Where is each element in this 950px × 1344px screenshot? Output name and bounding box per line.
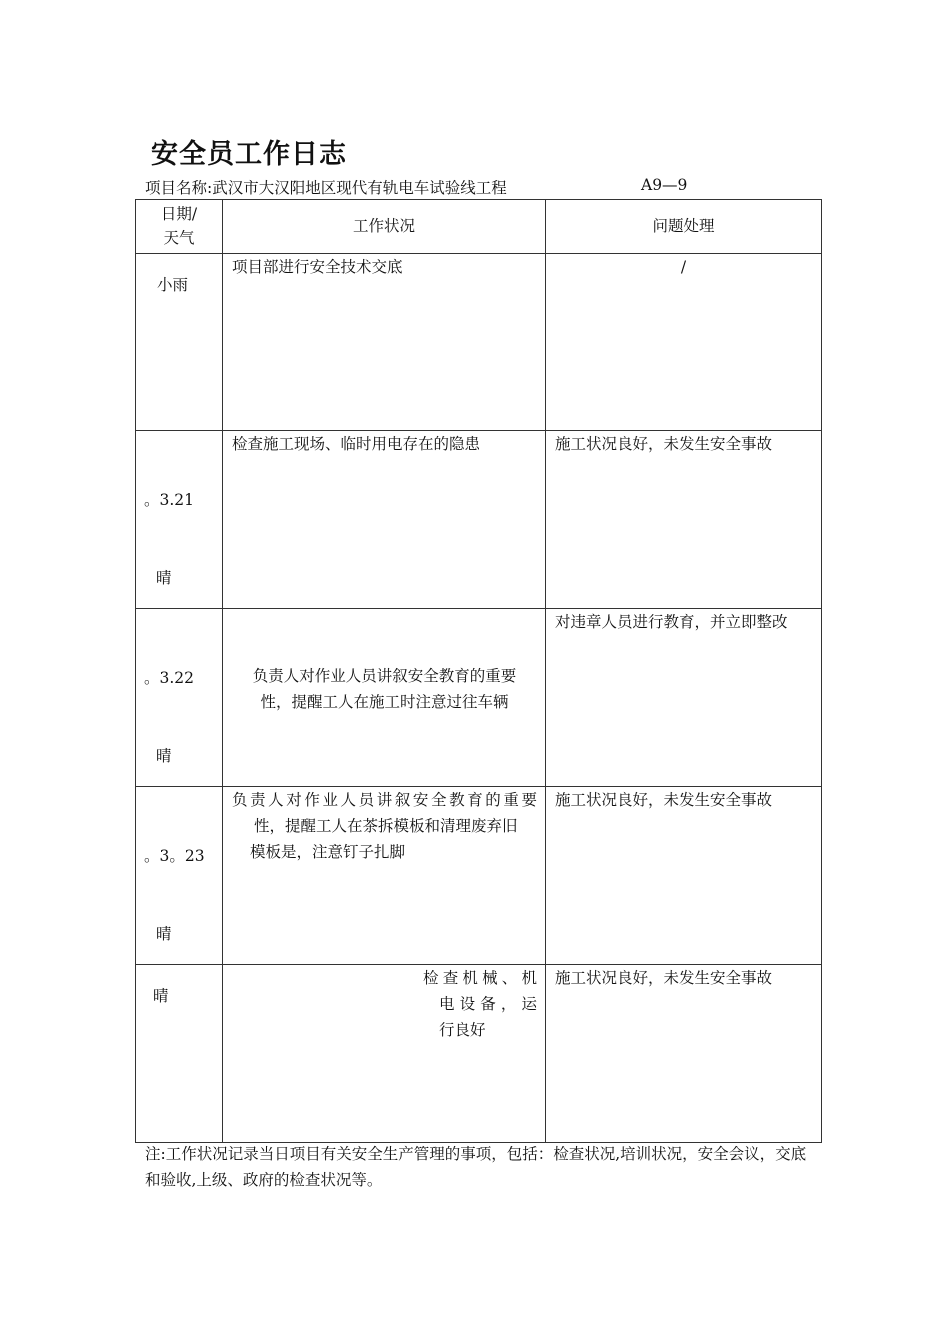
weather-text: 晴	[156, 747, 172, 765]
table-header-row	[136, 200, 822, 254]
table-row	[136, 787, 822, 965]
work-text: 检查施工现场、临时用电存在的隐患	[232, 435, 481, 453]
issue-cell	[546, 609, 822, 787]
header-work-status-label: 工作状况	[352, 217, 415, 235]
weather-text: 晴	[153, 987, 169, 1005]
date-text: 。3.22	[144, 669, 195, 687]
work-text-line: 模板是，注意钉子扎脚	[250, 843, 406, 861]
work-cell	[223, 965, 546, 1143]
header-weather-label: 天气	[163, 229, 195, 247]
issue-cell	[546, 787, 822, 965]
issue-text: 对违章人员进行教育，并立即整改	[555, 613, 788, 631]
document-title: 安全员工作日志	[151, 139, 347, 170]
table-row	[136, 965, 822, 1143]
document-code: A9—9	[641, 176, 688, 194]
work-text: 项目部进行安全技术交底	[232, 258, 403, 276]
date-cell	[136, 965, 223, 1143]
weather-text: 晴	[156, 569, 172, 587]
weather-text: 小雨	[157, 276, 189, 294]
date-text: 。3.21	[144, 491, 195, 509]
header-issue-handling	[546, 200, 822, 254]
date-cell	[136, 431, 223, 609]
date-text: 。3。23	[144, 847, 205, 865]
work-text-line: 性，提醒工人在施工时注意过往车辆	[260, 693, 509, 711]
work-text-line: 检查机械、机	[423, 969, 537, 987]
work-text-line: 电设备，运	[439, 995, 537, 1013]
header-issue-handling-label: 问题处理	[652, 217, 715, 235]
header-work-status	[223, 200, 546, 254]
issue-text: 施工状况良好，未发生安全事故	[555, 969, 773, 987]
safety-log-table	[135, 199, 822, 1143]
work-cell	[223, 254, 546, 431]
issue-cell	[546, 254, 822, 431]
table-row	[136, 609, 822, 787]
issue-text: 施工状况良好，未发生安全事故	[555, 435, 773, 453]
issue-text: /	[680, 258, 687, 276]
header-date-label: 日期/	[160, 205, 198, 223]
work-text-line: 负责人对作业人员讲叙安全教育的重要	[252, 667, 517, 685]
table-row	[136, 431, 822, 609]
work-text-line: 负责人对作业人员讲叙安全教育的重要	[232, 791, 537, 809]
header-date-weather	[136, 200, 223, 254]
work-text-line: 行良好	[439, 1021, 486, 1039]
table-row	[136, 254, 822, 431]
issue-text: 施工状况良好，未发生安全事故	[555, 791, 773, 809]
date-cell	[136, 254, 223, 431]
date-cell	[136, 609, 223, 787]
work-cell	[223, 431, 546, 609]
work-cell	[223, 609, 546, 787]
work-cell	[223, 787, 546, 965]
work-text-line: 性，提醒工人在茶拆模板和清理废弃旧	[254, 817, 518, 835]
project-name: 项目名称:武汉市大汉阳地区现代有轨电车试验线工程	[145, 179, 507, 197]
footnote: 注:工作状况记录当日项目有关安全生产管理的事项，包括：检查状况,培训状况，安全会议，交底和验收,上级、政府的检查状况等。	[145, 1145, 807, 1189]
issue-cell	[546, 965, 822, 1143]
date-cell	[136, 787, 223, 965]
issue-cell	[546, 431, 822, 609]
weather-text: 晴	[156, 925, 172, 943]
